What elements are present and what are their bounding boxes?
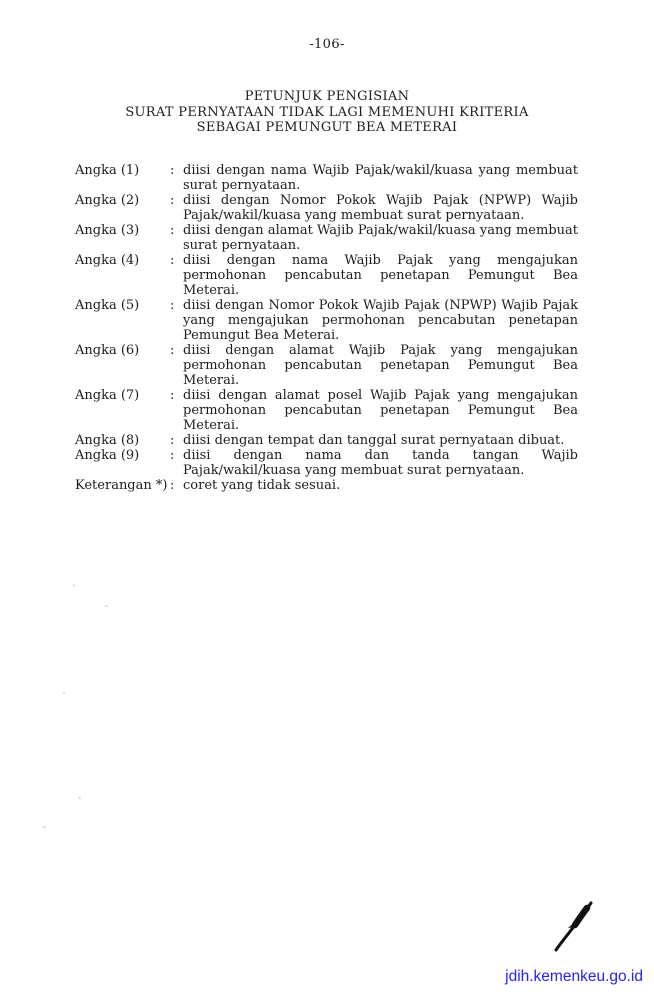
item-text: coret yang tidak sesuai.	[183, 477, 341, 493]
page-number: -106-	[309, 37, 345, 52]
item-separator: :	[170, 342, 175, 358]
item-separator: :	[170, 222, 175, 238]
item-text: diisi dengan nama Wajib Pajak/wakil/kuasa yang membuat surat pernyataan.	[183, 162, 578, 193]
scan-speck	[73, 584, 75, 587]
item-separator: :	[170, 192, 175, 208]
item-label: Angka (4)	[75, 252, 140, 268]
signature-stroke-icon	[546, 894, 604, 956]
instruction-row-3	[75, 223, 578, 253]
item-label: Angka (5)	[75, 297, 140, 313]
item-text: diisi dengan Nomor Pokok Wajib Pajak (NPWP) Wajib Pajak yang mengajukan permohonan pencabutan penetapan Pemungut Bea Meterai.	[183, 297, 578, 343]
instruction-row-8	[75, 433, 578, 448]
item-label: Keterangan *)	[75, 477, 168, 493]
instruction-row-2	[75, 193, 578, 223]
item-separator: :	[170, 432, 175, 448]
instruction-row-7	[75, 388, 578, 433]
item-label: Angka (3)	[75, 222, 140, 238]
item-separator: :	[170, 477, 175, 493]
title-line-2: SURAT PERNYATAAN TIDAK LAGI MEMENUHI KRITERIA	[125, 104, 529, 120]
item-label: Angka (7)	[75, 387, 140, 403]
signature-mark	[546, 894, 604, 956]
item-text: diisi dengan nama Wajib Pajak yang mengajukan permohonan pencabutan penetapan Pemungut Bea Meterai.	[183, 252, 578, 298]
item-label: Angka (1)	[75, 162, 140, 178]
scan-speck	[43, 826, 46, 828]
instruction-row-4	[75, 253, 578, 298]
item-text: diisi dengan alamat posel Wajib Pajak yang mengajukan permohonan pencabutan penetapan Pemungut Bea Meterai.	[183, 387, 578, 433]
item-text: diisi dengan Nomor Pokok Wajib Pajak (NPWP) Wajib Pajak/wakil/kuasa yang membuat surat pernyataan.	[183, 192, 578, 223]
scan-speck	[105, 605, 108, 607]
item-separator: :	[170, 387, 175, 403]
instruction-row-1	[75, 163, 578, 193]
title-line-1: PETUNJUK PENGISIAN	[244, 89, 410, 104]
item-separator: :	[170, 447, 175, 463]
item-label: Angka (6)	[75, 342, 140, 358]
item-label: Angka (2)	[75, 192, 140, 208]
item-label: Angka (8)	[75, 432, 140, 448]
instruction-row-5	[75, 298, 578, 343]
item-text: diisi dengan nama dan tanda tangan Wajib Pajak/wakil/kuasa yang membuat surat pernyataan.	[183, 447, 578, 478]
title-line-3: SEBAGAI PEMUNGUT BEA METERAI	[196, 120, 458, 135]
document-title	[0, 89, 654, 136]
item-text: diisi dengan alamat Wajib Pajak/wakil/kuasa yang membuat surat pernyataan.	[183, 222, 578, 253]
instruction-list	[75, 163, 578, 493]
item-label: Angka (9)	[75, 447, 140, 463]
scan-speck	[63, 692, 65, 694]
item-text: diisi dengan tempat dan tanggal surat pernyataan dibuat.	[183, 432, 565, 448]
item-text: diisi dengan alamat Wajib Pajak yang mengajukan permohonan pencabutan penetapan Pemungut Bea Meterai.	[183, 342, 578, 388]
jdih-watermark-link: jdih.kemenkeu.go.id	[505, 968, 643, 985]
instruction-row-6	[75, 343, 578, 388]
item-separator: :	[170, 297, 175, 313]
item-separator: :	[170, 252, 175, 268]
instruction-row-keterangan	[75, 478, 578, 493]
scan-speck	[78, 797, 81, 799]
instruction-row-9	[75, 448, 578, 478]
item-separator: :	[170, 162, 175, 178]
